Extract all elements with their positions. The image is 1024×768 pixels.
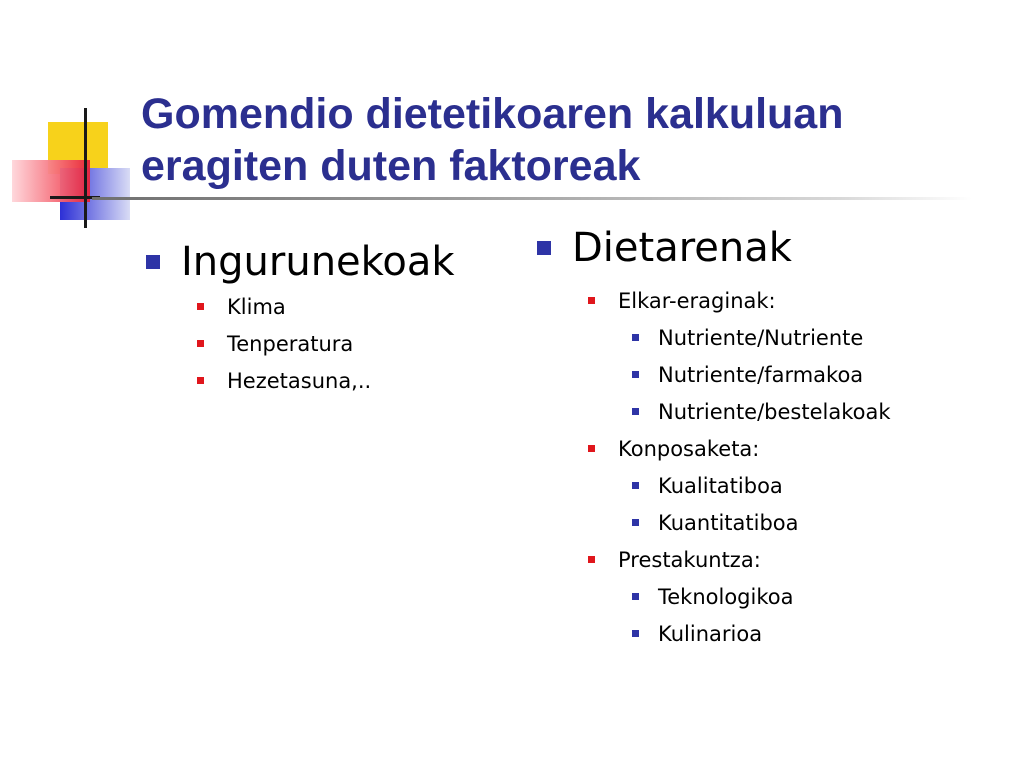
left-items [197,288,455,399]
square-bullet-icon [632,482,639,489]
square-bullet-icon [588,556,595,563]
square-bullet-icon [632,519,639,526]
vertical-line [84,108,87,228]
left-heading [146,236,455,288]
list-item-text: Nutriente/Nutriente [658,325,864,350]
list-item-text: Kualitatiboa [658,473,783,498]
group-label-text: Elkar-eraginak: [618,288,776,313]
group-label [588,541,891,578]
slide-title [141,88,1001,192]
group-label-text: Prestakuntza: [618,547,761,572]
left-heading-text: Ingurunekoak [181,239,455,285]
square-bullet-icon [197,303,204,310]
list-item-text: Hezetasuna,.. [227,368,372,393]
list-item-text: Klima [227,294,286,319]
right-items [588,282,891,652]
list-item-text: Nutriente/bestelakoak [658,399,891,424]
square-bullet-icon [197,377,204,384]
group-items [632,578,891,652]
square-bullet-icon [197,340,204,347]
right-heading-text: Dietarenak [572,225,792,271]
list-item-text: Tenperatura [227,331,354,356]
group-label [588,430,891,467]
list-item [632,356,891,393]
list-item [197,325,455,362]
square-bullet-icon [537,241,551,255]
group-items [632,319,891,430]
list-item-text: Teknologikoa [658,584,794,609]
list-item [632,393,891,430]
group-items [632,467,891,541]
square-bullet-icon [632,593,639,600]
list-item [197,362,455,399]
left-column [146,236,455,399]
group-label-text: Konposaketa: [618,436,760,461]
title-line-2: eragiten duten faktoreak [141,142,641,190]
list-item [632,615,891,652]
square-bullet-icon [588,445,595,452]
square-bullet-icon [632,408,639,415]
square-bullet-icon [632,334,639,341]
red-gradient-bar [12,160,90,202]
list-item-text: Nutriente/farmakoa [658,362,864,387]
square-bullet-icon [588,297,595,304]
group-label [588,282,891,319]
square-bullet-icon [632,630,639,637]
title-underline [92,197,972,200]
list-item [632,467,891,504]
list-item-text: Kuantitatiboa [658,510,799,535]
list-item [632,504,891,541]
list-item [632,578,891,615]
square-bullet-icon [632,371,639,378]
list-item [197,288,455,325]
square-bullet-icon [146,255,160,269]
right-heading [537,222,891,274]
right-column [537,222,891,652]
list-item-text: Kulinarioa [658,621,763,646]
list-item [632,319,891,356]
title-line-1: Gomendio dietetikoaren kalkuluan [141,90,844,138]
